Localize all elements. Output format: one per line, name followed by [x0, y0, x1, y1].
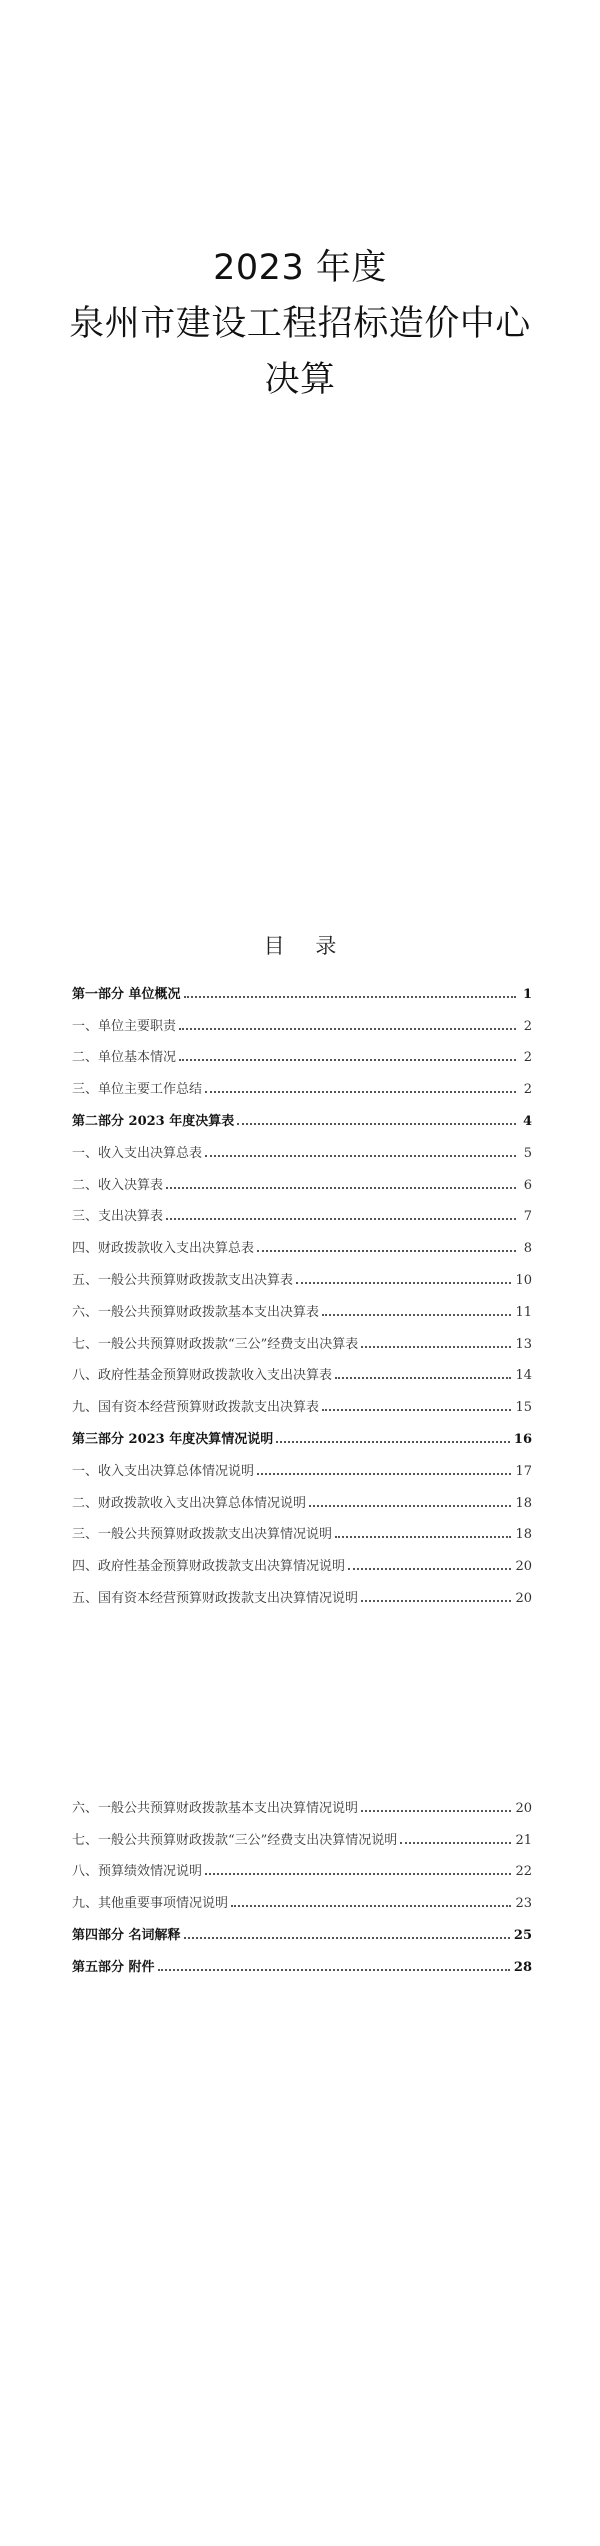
- toc-entry[interactable]: [72, 1415, 532, 1447]
- toc-entry-label: 二、单位基本情况: [72, 1050, 177, 1066]
- toc-entry[interactable]: [72, 1161, 532, 1193]
- toc-dot-leader: [205, 1873, 511, 1875]
- toc-entry-label: 九、国有资本经营预算财政拨款支出决算表: [72, 1400, 320, 1416]
- toc-entry-page: 15: [515, 1400, 532, 1416]
- toc-dot-leader: [179, 1059, 516, 1061]
- cover-org-name: 泉州市建设工程招标造价中心: [69, 304, 531, 344]
- toc-entry-label: 四、政府性基金预算财政拨款支出决算情况说明: [72, 1559, 346, 1575]
- toc-entry-page: 4: [522, 1113, 532, 1129]
- toc-entry-label: 第五部分 附件: [72, 1959, 155, 1975]
- toc-entry-label: 九、其他重要事项情况说明: [72, 1896, 229, 1912]
- toc-dot-leader: [361, 1600, 511, 1602]
- toc-entry[interactable]: [72, 1288, 532, 1320]
- toc-list-part2: [72, 1784, 532, 1975]
- toc-dot-leader: [179, 1028, 516, 1030]
- toc-entry-page: 13: [515, 1336, 532, 1352]
- toc-entry[interactable]: [72, 1224, 532, 1256]
- toc-entry-label: 第二部分 2023 年度决算表: [72, 1113, 235, 1129]
- toc-entry[interactable]: [72, 1034, 532, 1066]
- toc-entry-page: 23: [515, 1896, 532, 1912]
- toc-entry[interactable]: [72, 1193, 532, 1225]
- toc-entry[interactable]: [72, 1256, 532, 1288]
- toc-entry-page: 2: [523, 1082, 532, 1098]
- toc-entry[interactable]: [72, 1816, 532, 1848]
- toc-dot-leader: [348, 1568, 511, 1570]
- toc-dot-leader: [322, 1409, 511, 1411]
- toc-entry-page: 17: [515, 1463, 532, 1479]
- toc-entry[interactable]: [72, 1911, 532, 1943]
- toc-entry-page: 5: [523, 1145, 532, 1161]
- toc-entry[interactable]: [72, 1320, 532, 1352]
- toc-entry-page: 6: [523, 1177, 532, 1193]
- toc-entry-label: 六、一般公共预算财政拨款基本支出决算情况说明: [72, 1800, 359, 1816]
- toc-entry-label: 八、预算绩效情况说明: [72, 1864, 203, 1880]
- toc-entry-label: 七、一般公共预算财政拨款“三公”经费支出决算表: [72, 1336, 359, 1352]
- toc-heading: 目 录: [263, 934, 349, 958]
- toc-dot-leader: [322, 1314, 511, 1316]
- toc-entry-page: 18: [515, 1495, 532, 1511]
- toc-entry-page: 20: [515, 1559, 532, 1575]
- toc-dot-leader: [184, 996, 516, 998]
- toc-entry-page: 20: [515, 1590, 532, 1606]
- toc-entry-label: 三、单位主要工作总结: [72, 1082, 203, 1098]
- toc-entry-page: 7: [523, 1209, 532, 1225]
- toc-entry-label: 一、收入支出决算总体情况说明: [72, 1463, 255, 1479]
- toc-entry-label: 一、单位主要职责: [72, 1018, 177, 1034]
- toc-entry[interactable]: [72, 970, 532, 1002]
- toc-entry-label: 第四部分 名词解释: [72, 1927, 181, 1943]
- toc-entry-page: 10: [515, 1272, 532, 1288]
- toc-dot-leader: [205, 1155, 516, 1157]
- toc-dot-leader: [257, 1250, 516, 1252]
- toc-entry-page: 25: [513, 1927, 532, 1943]
- toc-entry-page: 18: [515, 1527, 532, 1543]
- toc-dot-leader: [166, 1218, 516, 1220]
- toc-dot-leader: [361, 1346, 511, 1348]
- toc-entry-page: 2: [523, 1050, 532, 1066]
- toc-entry-label: 六、一般公共预算财政拨款基本支出决算表: [72, 1304, 320, 1320]
- toc-dot-leader: [296, 1282, 511, 1284]
- toc-dot-leader: [257, 1473, 511, 1475]
- toc-entry[interactable]: [72, 1097, 532, 1129]
- toc-entry-label: 八、政府性基金预算财政拨款收入支出决算表: [72, 1368, 333, 1384]
- toc-entry-label: 五、国有资本经营预算财政拨款支出决算情况说明: [72, 1590, 359, 1606]
- toc-entry-label: 二、收入决算表: [72, 1177, 164, 1193]
- toc-entry-label: 二、财政拨款收入支出决算总体情况说明: [72, 1495, 307, 1511]
- toc-dot-leader: [237, 1123, 516, 1125]
- cover-title-block: [0, 240, 600, 408]
- toc-dot-leader: [361, 1810, 511, 1812]
- toc-dot-leader: [184, 1937, 510, 1939]
- toc-entry[interactable]: [72, 1542, 532, 1574]
- toc-dot-leader: [166, 1187, 516, 1189]
- cover-year-title: 2023 年度: [213, 248, 387, 288]
- toc-dot-leader: [158, 1969, 510, 1971]
- toc-entry[interactable]: [72, 1002, 532, 1034]
- toc-entry-label: 第三部分 2023 年度决算情况说明: [72, 1431, 274, 1447]
- toc-entry-page: 20: [515, 1800, 532, 1816]
- toc-dot-leader: [335, 1377, 511, 1379]
- toc-entry[interactable]: [72, 1848, 532, 1880]
- toc-entry-label: 五、一般公共预算财政拨款支出决算表: [72, 1272, 294, 1288]
- toc-entry[interactable]: [72, 1879, 532, 1911]
- toc-entry[interactable]: [72, 1352, 532, 1384]
- toc-entry-label: 第一部分 单位概况: [72, 986, 181, 1002]
- toc-dot-leader: [335, 1536, 511, 1538]
- toc-entry-page: 28: [513, 1959, 532, 1975]
- toc-entry-page: 11: [515, 1304, 532, 1320]
- toc-entry-page: 22: [515, 1864, 532, 1880]
- cover-doc-type: 决算: [264, 360, 336, 400]
- toc-dot-leader: [400, 1842, 511, 1844]
- toc-entry[interactable]: [72, 1943, 532, 1975]
- toc-dot-leader: [309, 1505, 511, 1507]
- toc-entry-page: 21: [515, 1832, 532, 1848]
- toc-entry-page: 1: [522, 986, 532, 1002]
- toc-entry[interactable]: [72, 1574, 532, 1606]
- toc-entry-page: 8: [523, 1241, 532, 1257]
- toc-entry-label: 四、财政拨款收入支出决算总表: [72, 1241, 255, 1257]
- toc-list-part1: [72, 970, 532, 1606]
- toc-entry[interactable]: [72, 1784, 532, 1816]
- toc-entry-page: 14: [515, 1368, 532, 1384]
- toc-entry-label: 一、收入支出决算总表: [72, 1145, 203, 1161]
- toc-dot-leader: [231, 1905, 511, 1907]
- toc-entry-page: 2: [523, 1018, 532, 1034]
- toc-entry[interactable]: [72, 1511, 532, 1543]
- toc-dot-leader: [205, 1091, 516, 1093]
- toc-entry[interactable]: [72, 1447, 532, 1479]
- toc-entry[interactable]: [72, 1383, 532, 1415]
- toc-entry-page: 16: [513, 1431, 532, 1447]
- toc-entry-label: 三、支出决算表: [72, 1209, 164, 1225]
- toc-entry[interactable]: [72, 1129, 532, 1161]
- toc-entry-label: 七、一般公共预算财政拨款“三公”经费支出决算情况说明: [72, 1832, 398, 1848]
- toc-entry[interactable]: [72, 1479, 532, 1511]
- toc-dot-leader: [276, 1441, 510, 1443]
- toc-entry-label: 三、一般公共预算财政拨款支出决算情况说明: [72, 1527, 333, 1543]
- toc-entry[interactable]: [72, 1065, 532, 1097]
